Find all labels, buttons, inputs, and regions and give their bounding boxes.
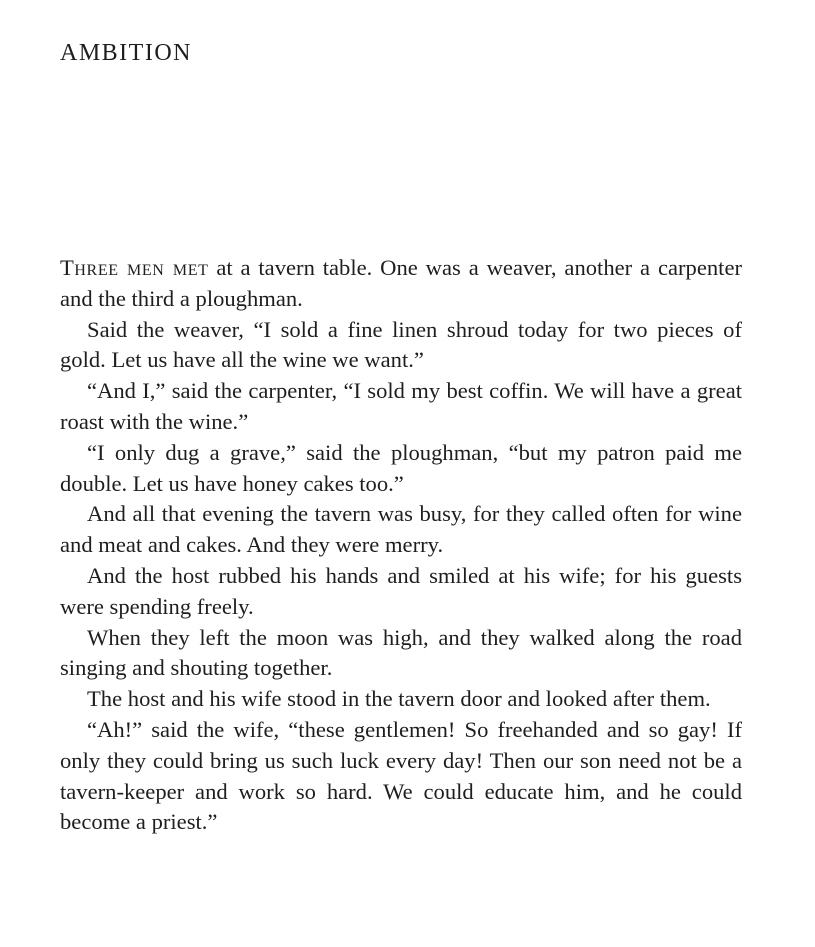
story-text	[60, 253, 742, 838]
paragraph: Said the weaver, “I sold a fine linen shroud today for two pieces of gold. Let us have all the wine we want.”	[60, 316, 742, 373]
paragraph: “And I,” said the carpenter, “I sold my best coffin. We will have a great roast with the wine.”	[60, 378, 742, 434]
paragraph: And the host rubbed his hands and smiled at his wife; for his guests were spending freely.	[60, 562, 742, 619]
paragraph: The host and his wife stood in the tavern door and looked after them.	[87, 686, 711, 712]
paragraph: “Ah!” said the wife, “these gentlemen! So freehanded and so gay! If only they could bring us such luck every day! Then our son need not be a tavern-keeper and work so hard. We could educate him, and he could become a priest.”	[60, 716, 742, 835]
chapter-title: AMBITION	[60, 40, 192, 66]
paragraph-text: at a tavern table. One was a weaver, another a carpenter and the third a ploughman.	[60, 255, 742, 311]
paragraph: “I only dug a grave,” said the ploughman, “but my patron paid me double. Let us have honey cakes too.”	[60, 439, 742, 496]
paragraph: When they left the moon was high, and they walked along the road singing and shouting together.	[60, 624, 742, 681]
lead-in-words: Three men met	[60, 255, 209, 280]
paragraph	[60, 253, 742, 315]
paragraph: And all that evening the tavern was busy, for they called often for wine and meat and cakes. And they were merry.	[60, 501, 742, 558]
